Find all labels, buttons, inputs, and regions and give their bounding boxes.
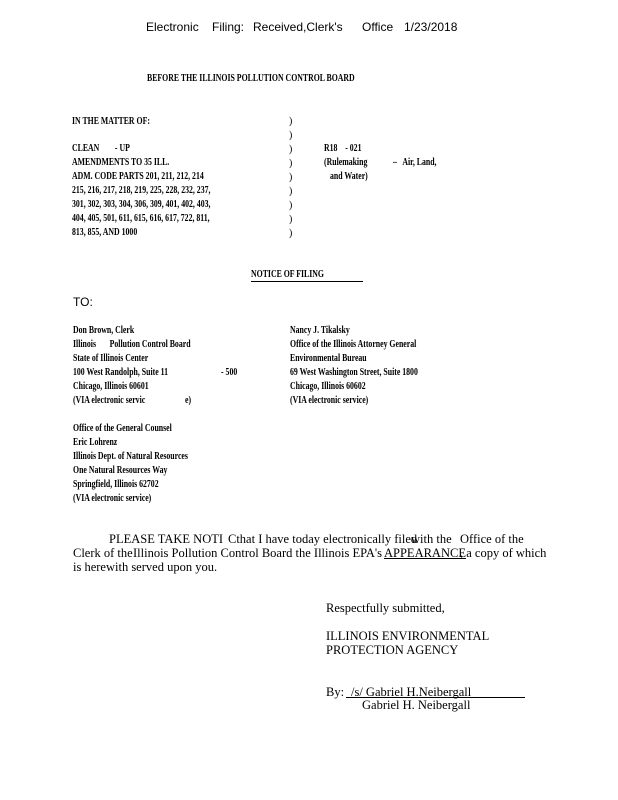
- service-line: Chicago, Illinois 60602: [290, 381, 366, 392]
- closing: Respectfully submitted,: [326, 601, 445, 615]
- service-line: Office of the Illinois Attorney General: [290, 339, 417, 350]
- paren: ): [289, 130, 293, 141]
- service-line: Office of the General Counsel: [73, 423, 172, 434]
- paren: ): [289, 144, 293, 155]
- paren: ): [289, 158, 293, 169]
- paren: ): [289, 172, 293, 183]
- header-electronic: Electronic: [146, 20, 199, 34]
- service-line: Nancy J. Tikalsky: [290, 325, 350, 336]
- body-text: Clerk of the: [73, 546, 133, 560]
- service-line: Don Brown, Clerk: [73, 325, 135, 336]
- rulemaking-type-cont: and Water): [330, 171, 368, 182]
- service-line: Chicago, Illinois 60601: [73, 381, 149, 392]
- to-label: TO:: [73, 295, 93, 309]
- body-text: with the: [411, 532, 452, 546]
- agency-name: PROTECTION AGENCY: [326, 643, 459, 657]
- paren: ): [289, 214, 293, 225]
- body-text: Illinois Pollution Control Board the Illinois EPA's: [133, 546, 383, 560]
- body-text: Cthat I have today electronically filed: [228, 532, 418, 546]
- service-line: (VIA electronic service): [73, 493, 152, 504]
- body-text: is herewith served upon you.: [73, 560, 218, 574]
- caption-line: 215, 216, 217, 218, 219, 225, 228, 232, 237,: [72, 185, 211, 196]
- caption-line: ADM. CODE PARTS 201, 211, 212, 214: [72, 171, 204, 182]
- service-line-suffix: - 500: [221, 367, 238, 378]
- body-text: Office of the: [460, 532, 524, 546]
- caption-line: IN THE MATTER OF:: [72, 116, 150, 127]
- body-document-title: APPEARANCE: [384, 546, 466, 560]
- caption-line: 813, 855, AND 1000: [72, 227, 138, 238]
- service-line: (VIA electronic servic: [73, 395, 146, 406]
- header-filing: Filing:: [212, 20, 245, 34]
- caption-line: 301, 302, 303, 304, 306, 309, 401, 402, 403,: [72, 199, 211, 210]
- agency-name: ILLINOIS ENVIRONMENTAL: [326, 629, 490, 643]
- paren: ): [289, 186, 293, 197]
- caption-line: 404, 405, 501, 611, 615, 616, 617, 722, 811,: [72, 213, 210, 224]
- service-line: Springfield, Illinois 62702: [73, 479, 159, 490]
- service-line-suffix: e): [185, 395, 192, 406]
- signer-name: Gabriel H. Neibergall: [362, 698, 471, 712]
- notice-title: NOTICE OF FILING: [251, 269, 324, 280]
- paren: ): [289, 116, 293, 127]
- paren: ): [289, 200, 293, 211]
- electronic-signature: /s/ Gabriel H.Neibergall: [351, 685, 472, 699]
- service-line: 69 West Washington Street, Suite 1800: [290, 367, 418, 378]
- paren: ): [289, 228, 293, 239]
- rulemaking-label: (Rulemaking: [324, 157, 368, 168]
- caption-line: AMENDMENTS TO 35 ILL.: [72, 157, 170, 168]
- header-received: Received,Clerk's: [253, 20, 343, 34]
- service-line: Illinois Pollution Control Board: [73, 339, 191, 350]
- body-text: PLEASE TAKE NOTI: [109, 532, 224, 546]
- docket-number: R18 - 021: [324, 143, 362, 154]
- header-office: Office: [362, 20, 394, 34]
- service-line: One Natural Resources Way: [73, 465, 168, 476]
- service-line: Environmental Bureau: [290, 353, 367, 364]
- notice-title-underline: [251, 281, 363, 282]
- board-title: BEFORE THE ILLINOIS POLLUTION CONTROL BOARD: [147, 73, 355, 84]
- service-line: Eric Lohrenz: [73, 437, 118, 448]
- service-line: State of Illinois Center: [73, 353, 149, 364]
- service-line: Illinois Dept. of Natural Resources: [73, 451, 188, 462]
- by-label: By:: [326, 685, 345, 699]
- body-text: , a copy of which: [460, 546, 547, 560]
- caption-line: CLEAN - UP: [72, 143, 130, 154]
- header-date: 1/23/2018: [404, 20, 458, 34]
- service-line: (VIA electronic service): [290, 395, 369, 406]
- rulemaking-type: – Air, Land,: [393, 157, 437, 168]
- service-line: 100 West Randolph, Suite 11: [73, 367, 169, 378]
